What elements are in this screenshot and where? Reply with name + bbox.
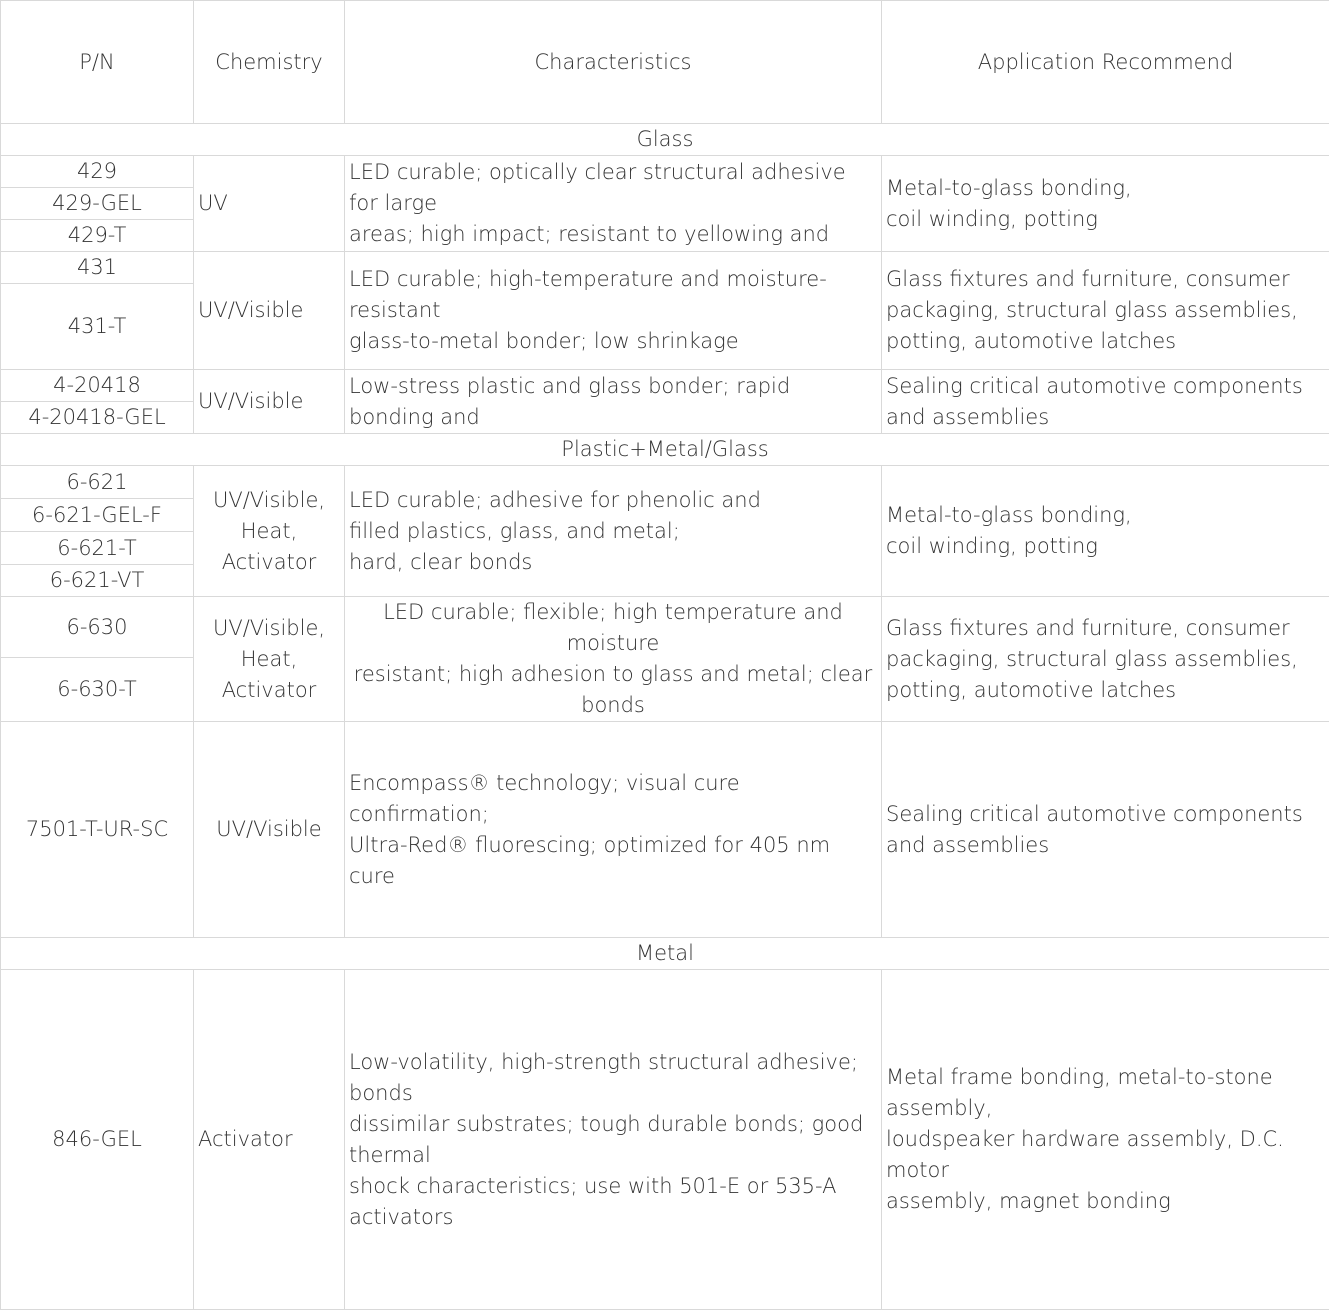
table-row xyxy=(1,970,1329,1310)
application-cell xyxy=(882,156,1329,252)
table-row xyxy=(1,370,1329,402)
characteristics-line: hard, clear bonds xyxy=(349,547,877,578)
header-characteristics: Characteristics xyxy=(345,1,882,124)
characteristics-cell xyxy=(345,970,882,1310)
application-cell xyxy=(882,597,1329,722)
part-number: 6-621-GEL-F xyxy=(1,499,194,532)
chemistry-cell xyxy=(194,252,345,370)
part-number: 7501-T-UR-SC xyxy=(1,722,194,938)
application-line: assembly, magnet bonding xyxy=(886,1186,1325,1217)
application-line: Glass fixtures and furniture, consumer packaging, structural glass assemblies, potting, automotive latches xyxy=(886,613,1325,706)
part-number: 429 xyxy=(1,156,194,188)
characteristics-line: glass-to-metal bonder; low shrinkage xyxy=(349,326,877,357)
chemistry-line: UV/Visible xyxy=(198,814,340,845)
application-cell xyxy=(882,722,1329,938)
section-glass: Glass xyxy=(1,124,1329,156)
table-row xyxy=(1,466,1329,499)
section-metal: Metal xyxy=(1,938,1329,970)
header-application: Application Recommend xyxy=(882,1,1329,124)
chemistry-line: UV/Visible xyxy=(198,295,340,326)
characteristics-cell xyxy=(345,370,882,434)
chemistry-line: UV/Visible, xyxy=(198,485,340,516)
characteristics-cell xyxy=(345,466,882,597)
section-plastic-metal-glass: Plastic+Metal/Glass xyxy=(1,434,1329,466)
chemistry-cell xyxy=(194,970,345,1310)
chemistry-cell xyxy=(194,597,345,722)
characteristics-line: Low-stress plastic and glass bonder; rapid bonding and xyxy=(349,371,877,433)
part-number: 429-GEL xyxy=(1,188,194,220)
section-row xyxy=(1,434,1329,466)
application-line: Glass fixtures and furniture, consumer packaging, structural glass assemblies, potting, automotive latches xyxy=(886,264,1325,357)
characteristics-cell xyxy=(345,722,882,938)
chemistry-line: Activator xyxy=(198,547,340,578)
part-number: 4-20418-GEL xyxy=(1,402,194,434)
part-number: 4-20418 xyxy=(1,370,194,402)
application-line: Sealing critical automotive components and assemblies xyxy=(886,799,1325,861)
application-cell xyxy=(882,252,1329,370)
characteristics-line: areas; high impact; resistant to yellowing and xyxy=(349,219,877,250)
characteristics-line: LED curable; optically clear structural adhesive for large xyxy=(349,157,877,219)
characteristics-line: Ultra-Red® fluorescing; optimized for 405 nm cure xyxy=(349,830,877,892)
part-number: 6-621-VT xyxy=(1,565,194,597)
characteristics-line: Low-volatility, high-strength structural adhesive; bonds xyxy=(349,1047,877,1109)
characteristics-line: LED curable; flexible; high temperature and moisture xyxy=(349,597,877,659)
application-line: loudspeaker hardware assembly, D.C. motor xyxy=(886,1124,1325,1186)
application-line: Sealing critical automotive components and assemblies xyxy=(886,371,1325,433)
application-line: Metal-to-glass bonding, xyxy=(886,173,1325,204)
chemistry-line: UV xyxy=(198,188,340,219)
table-row xyxy=(1,252,1329,284)
section-row xyxy=(1,124,1329,156)
chemistry-cell xyxy=(194,722,345,938)
part-number: 6-621 xyxy=(1,466,194,499)
characteristics-cell xyxy=(345,252,882,370)
chemistry-line: Heat, xyxy=(198,516,340,547)
characteristics-line: dissimilar substrates; tough durable bonds; good thermal xyxy=(349,1109,877,1171)
characteristics-line: LED curable; high-temperature and moisture-resistant xyxy=(349,264,877,326)
chemistry-cell xyxy=(194,156,345,252)
part-number: 6-630 xyxy=(1,597,194,658)
part-number: 846-GEL xyxy=(1,970,194,1310)
header-row xyxy=(1,1,1329,124)
application-line: Metal frame bonding, metal-to-stone assembly, xyxy=(886,1062,1325,1124)
part-number: 431 xyxy=(1,252,194,284)
header-pn: P/N xyxy=(1,1,194,124)
header-chemistry: Chemistry xyxy=(194,1,345,124)
part-number: 429-T xyxy=(1,220,194,252)
chemistry-line: UV/Visible xyxy=(198,386,340,417)
chemistry-cell xyxy=(194,466,345,597)
characteristics-line: filled plastics, glass, and metal; xyxy=(349,516,877,547)
chemistry-line: Activator xyxy=(198,1124,340,1155)
chemistry-line: UV/Visible, xyxy=(198,613,340,644)
characteristics-cell xyxy=(345,597,882,722)
characteristics-cell xyxy=(345,156,882,252)
application-cell xyxy=(882,466,1329,597)
table-row xyxy=(1,156,1329,188)
characteristics-line: Encompass® technology; visual cure confirmation; xyxy=(349,768,877,830)
section-row xyxy=(1,938,1329,970)
characteristics-line: LED curable; adhesive for phenolic and xyxy=(349,485,877,516)
chemistry-line: Heat, xyxy=(198,644,340,675)
table-row xyxy=(1,722,1329,938)
application-line: Metal-to-glass bonding, xyxy=(886,500,1325,531)
application-cell xyxy=(882,970,1329,1310)
chemistry-cell xyxy=(194,370,345,434)
application-cell xyxy=(882,370,1329,434)
part-number: 431-T xyxy=(1,284,194,370)
characteristics-line: resistant; high adhesion to glass and metal; clear bonds xyxy=(349,659,877,721)
part-number: 6-630-T xyxy=(1,658,194,722)
application-line: coil winding, potting xyxy=(886,531,1325,562)
characteristics-line: shock characteristics; use with 501-E or 535-A activators xyxy=(349,1171,877,1233)
table-row xyxy=(1,597,1329,658)
chemistry-line: Activator xyxy=(198,675,340,706)
part-number: 6-621-T xyxy=(1,532,194,565)
application-line: coil winding, potting xyxy=(886,204,1325,235)
